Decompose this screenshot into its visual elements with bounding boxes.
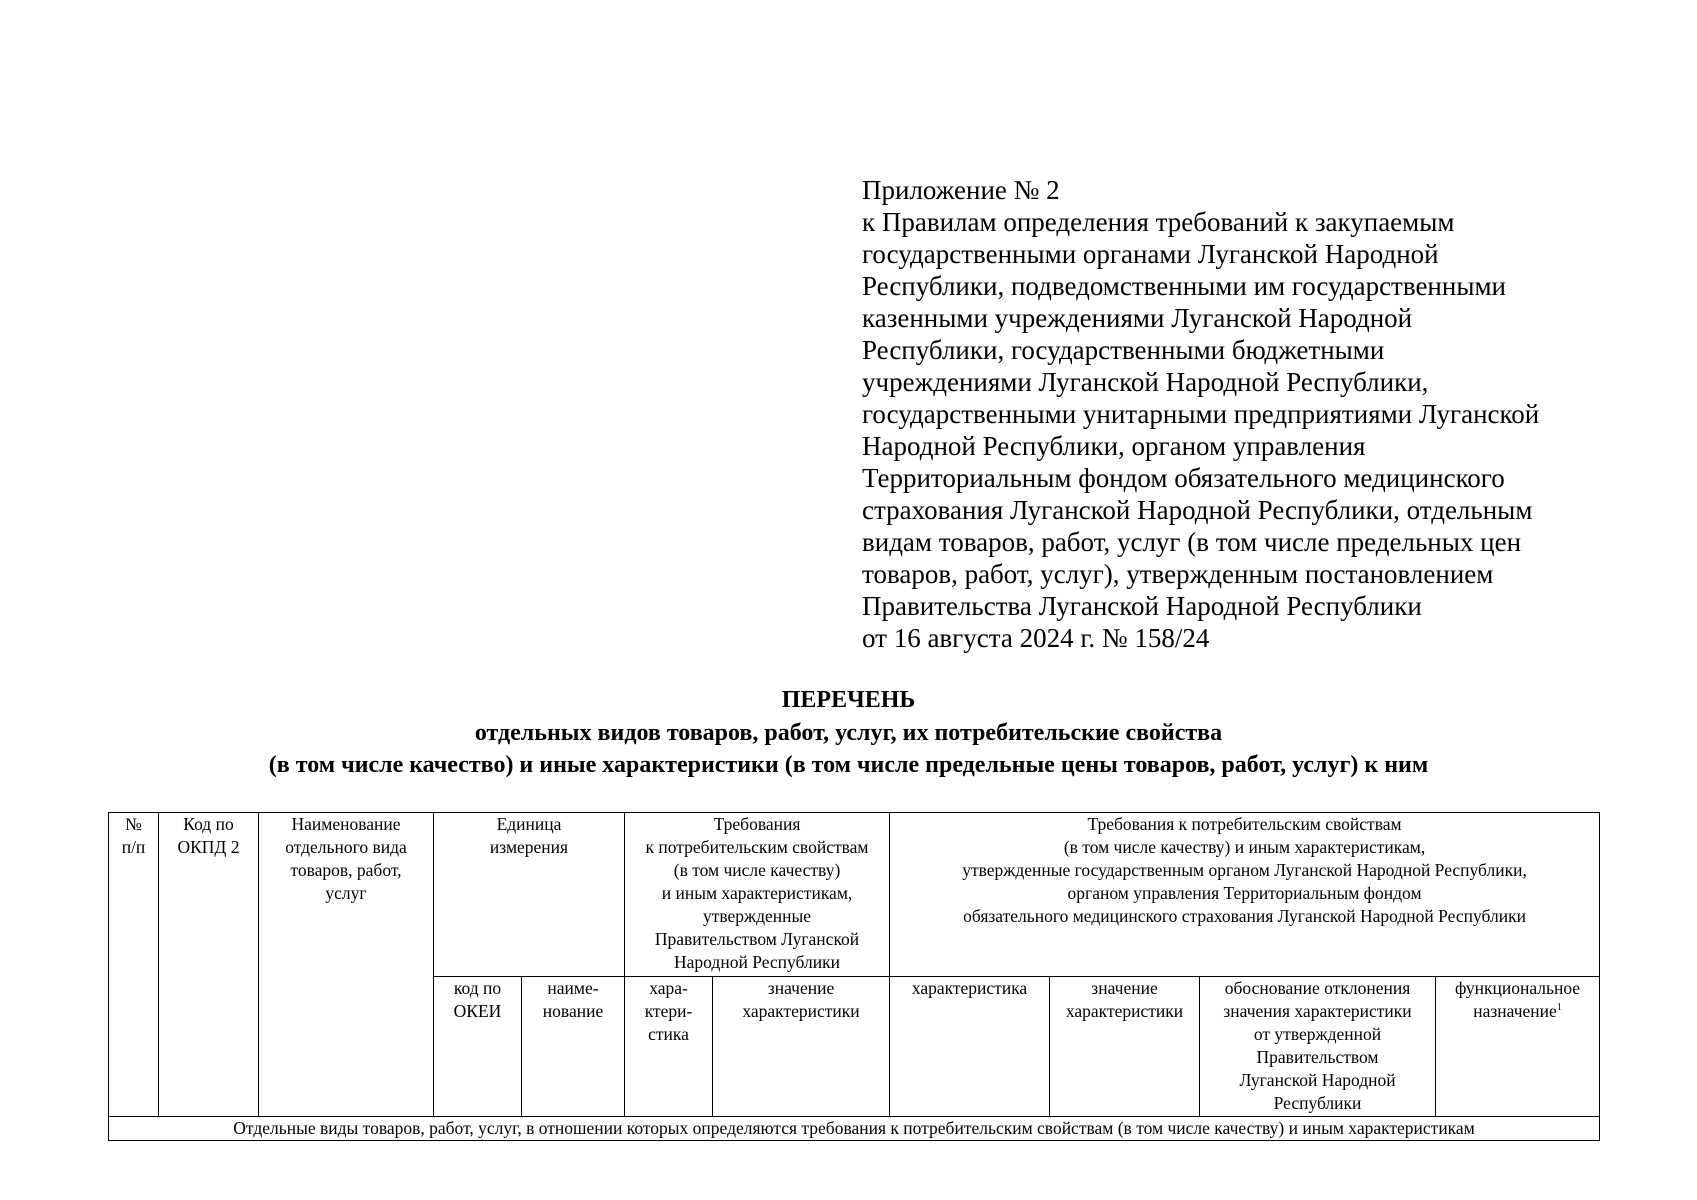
appendix-line: Приложение № 2 — [862, 175, 1060, 205]
section-row: Отдельные виды товаров, работ, услуг, в отношении которых определяются требования к потребительским свойствам (в том числе качеству) и иным характеристикам — [109, 1117, 1600, 1141]
appendix-line: государственными унитарными предприятиями Луганской — [862, 399, 1540, 429]
subheader-org-value: значение характеристики — [1050, 977, 1200, 1117]
subheader-org-characteristic: характеристика — [890, 977, 1050, 1117]
header-government-requirements: Требования к потребительским свойствам (в том числе качеству) и иным характеристикам, утвержденные Правительством Луганской Народной Республики — [625, 813, 890, 977]
appendix-line: от 16 августа 2024 г. № 158/24 — [862, 623, 1210, 653]
appendix-line: Правительства Луганской Народной Республики — [862, 591, 1422, 621]
appendix-line: казенными учреждениями Луганской Народной — [862, 303, 1413, 333]
subheader-unit-name: наиме- нование — [522, 977, 625, 1117]
appendix-line: Народной Республики, органом управления — [862, 431, 1366, 461]
footnote-marker: 1 — [1556, 1002, 1562, 1014]
document-title: ПЕРЕЧЕНЬ — [781, 687, 916, 713]
header-unit: Единица измерения — [434, 813, 625, 977]
appendix-line: Территориальным фондом обязательного медицинского — [862, 463, 1505, 493]
requirements-table — [108, 812, 1600, 1141]
appendix-line: учреждениями Луганской Народной Республики, — [862, 367, 1429, 397]
subheader-org-function: функциональное назначение$^1$ — [1436, 977, 1600, 1117]
appendix-line: видам товаров, работ, услуг (в том числе предельных цен — [862, 527, 1522, 557]
document-subtitle-line1: отдельных видов товаров, работ, услуг, их потребительские свойства — [474, 720, 1223, 746]
appendix-line: Республики, государственными бюджетными — [862, 335, 1385, 365]
appendix-line: Республики, подведомственными им государственными — [862, 271, 1507, 301]
header-item-name: Наименование отдельного вида товаров, работ, услуг — [259, 813, 434, 1117]
subheader-okei-code: код по ОКЕИ — [434, 977, 522, 1117]
header-okpd-code: Код по ОКПД 2 — [159, 813, 259, 1117]
subheader-gov-characteristic: хара- ктери- стика — [625, 977, 713, 1117]
appendix-line: к Правилам определения требований к закупаемым — [862, 207, 1455, 237]
appendix-line: товаров, работ, услуг), утвержденным постановлением — [862, 559, 1494, 589]
header-row-number: № п/п — [109, 813, 159, 1117]
header-organization-requirements: Требования к потребительским свойствам (в том числе качеству) и иным характеристикам, утвержденные государственным органом Луганской Народной Республики, органом управления Территориальным фондом обязательного медицинского страхования Луганской Народной Республики — [890, 813, 1600, 977]
appendix-header — [862, 174, 1682, 654]
appendix-line: государственными органами Луганской Народной — [862, 239, 1439, 269]
document-subtitle-line2: (в том числе качество) и иные характеристики (в том числе предельные цены товаров, работ, услуг) к ним — [268, 752, 1429, 778]
subheader-gov-value: значение характеристики — [713, 977, 890, 1117]
subheader-org-justification: обоснование отклонения значения характеристики от утвержденной Правительством Луганской Народной Республики — [1200, 977, 1436, 1117]
appendix-line: страхования Луганской Народной Республики, отдельным — [862, 495, 1533, 525]
